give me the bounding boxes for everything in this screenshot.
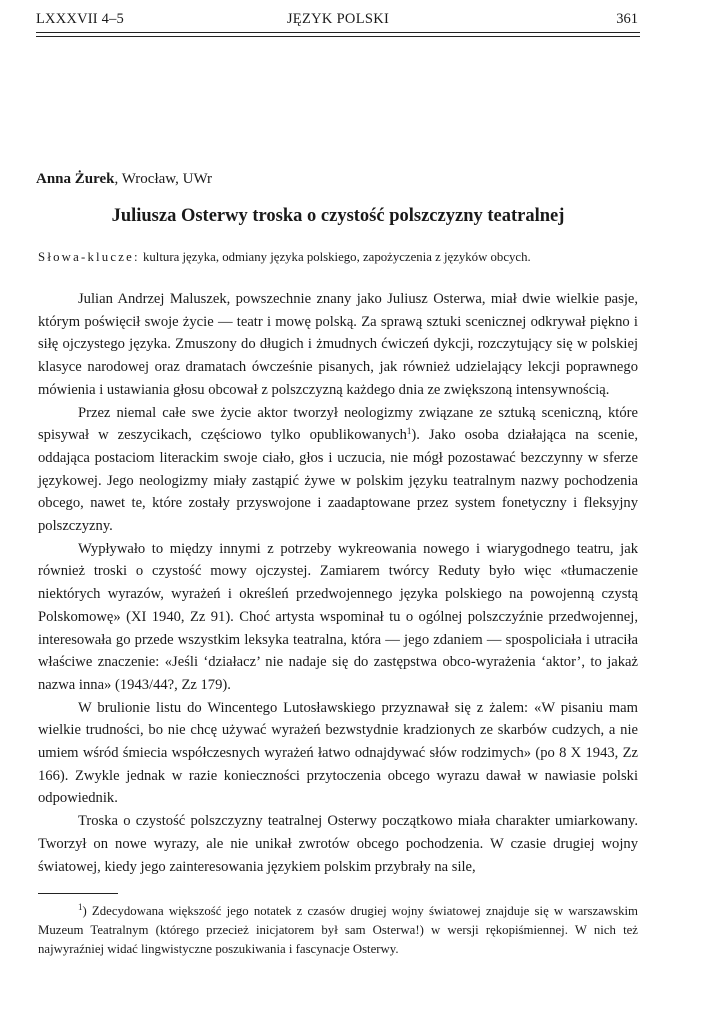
journal-title: JĘZYK POLSKI bbox=[286, 11, 390, 27]
article-body bbox=[38, 288, 638, 878]
paragraph-3: Wypływało to między innymi z potrzeby wykreowania nowego i wiarygodnego teatru, jak również troski o czystość mowy ojczystej. Zamiarem twórcy Reduty było więc «tłumaczenie niektórych wyrazów, wyrażeń i określeń przedwojennego języka polskiego na powojenną czystą Polskomowę» (XI 1940, Zz 91). Choć artysta wspominał tu o ogólnej polszczyźnie przedwojennej, interesowała go przede wszystkim leksyka teatralna, która — jego zdaniem — spospoliciała i utraciła właściwe znaczenie: «Jeśli ‘działacz’ nie nadaje się do zastępstwa obco-wyrażenia ‘aktor’, to jakaż nazwa inna» (1943/44?, Zz 179). bbox=[38, 540, 638, 693]
footnote-separator bbox=[38, 893, 118, 894]
header-rule-top bbox=[36, 32, 640, 33]
paragraph-2-part-a: Przez niemal całe swe życie aktor tworzył neologizmy związane ze sztuką sceniczną, które spisywał w zeszycikach, częściowo tylko opublikowanych bbox=[38, 404, 638, 444]
keywords-label: Słowa-klucze: bbox=[38, 250, 140, 264]
paragraph-2 bbox=[38, 402, 638, 538]
paragraph-4: W brulionie listu do Wincentego Lutosławskiego przyznawał się z żalem: «W pisaniu mam wielkie trudności, bo nie chcę używać wyrażeń bezwstydnie kradzionych ze skarbów cudzych, a nie umiem wśród śmiecia współczesnych wyrażeń łatwo odnajdywać słów rodzimych» (po 8 X 1943, Zz 166). Zwykle jednak w razie konieczności przytoczenia obcego wyrazu dawał w nawiasie polski odpowiednik. bbox=[38, 699, 638, 807]
keywords-text: kultura języka, odmiany języka polskiego, zapożyczenia z języków obcych. bbox=[139, 250, 531, 264]
keywords-line bbox=[38, 248, 640, 266]
page-number: 361 bbox=[616, 11, 638, 27]
author-name: Anna Żurek bbox=[36, 171, 115, 187]
paragraph-1: Julian Andrzej Maluszek, powszechnie znany jako Juliusz Osterwa, miał dwie wielkie pasje, którym poświęcił swoje życie — teatr i mowę polską. Za sprawą sztuki scenicznej odkrywał piękno i siłę ojczystego języka. Zmuszony do długich i żmudnych ćwiczeń dykcji, rozczytujący się w polskiej klasyce narodowej oraz dramatach ówcześnie pisanych, jak również udzielający lekcji poprawnego mówienia i ustawiania głosu obcował z polszczyzną każdego dnia ze zwiększoną intensywnością. bbox=[38, 291, 638, 398]
header-rule-bottom bbox=[36, 36, 640, 37]
footnote-reference: 1 bbox=[406, 426, 412, 437]
footnote bbox=[38, 902, 638, 959]
author-line bbox=[36, 169, 212, 189]
footnote-marker: 1 bbox=[78, 902, 83, 912]
footnote-text: ) Zdecydowana większość jego notatek z czasów drugiej wojny światowej znajduje się w warszawskim Muzeum Teatralnym (którego przecież inicjatorem był sam Osterwa!) w wersji rękopiśmiennej. W nich też najwyraźniej widać lingwistyczne poszukiwania i fascynacje Osterwy. bbox=[38, 904, 638, 956]
article-title: Juliusza Osterwy troska o czystość polszczyzny teatralnej bbox=[111, 206, 565, 226]
paragraph-2-part-b: ). Jako osoba działająca na scenie, oddająca postaciom literackim swoje ciało, głos i uczucia, nie mógł pozostawać bezczynny w sferze językowej. Jego neologizmy miały zastąpić żywe w polskim języku teatralnym nazwy pochodzenia obcego, nawet te, które zostały przyswojone i zaadaptowane przez system fonetyczny i fleksyjny polszczyzny. bbox=[38, 427, 638, 535]
paragraph-5: Troska o czystość polszczyzny teatralnej Osterwy początkowo miała charakter umiarkowany. Tworzył on nowe wyrazy, ale nie unikał zwrotów obcego pochodzenia. W czasie drugiej wojny światowej, kiedy jego zainteresowania językiem polskim przybrały na sile, bbox=[38, 813, 638, 875]
document-page bbox=[36, 0, 640, 1024]
running-header bbox=[36, 8, 640, 30]
volume-issue: LXXXVII 4–5 bbox=[36, 11, 124, 27]
author-affiliation: , Wrocław, UWr bbox=[114, 171, 213, 187]
